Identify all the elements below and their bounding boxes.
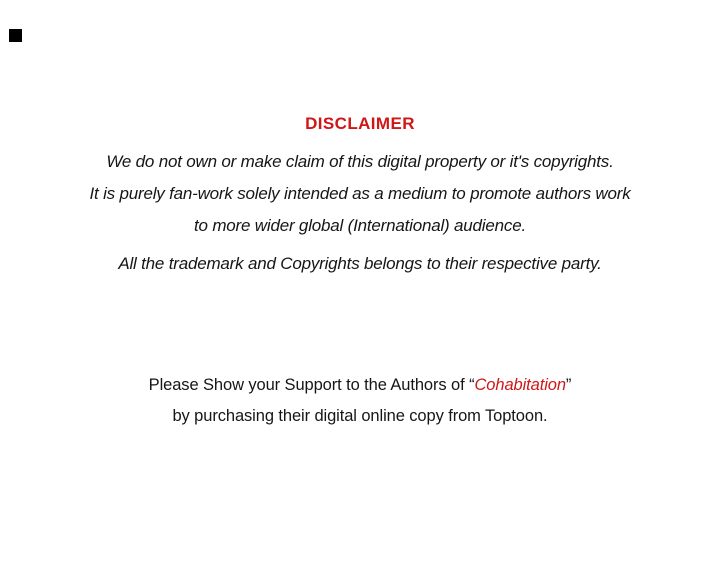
support-line-1-prefix: Please Show your Support to the Authors of “: [148, 376, 475, 394]
corner-square-mark: [9, 29, 22, 42]
work-title: Cohabitation: [474, 376, 566, 394]
rights-line: All the trademark and Copyrights belongs to their respective party.: [118, 254, 602, 273]
disclaimer-heading: DISCLAIMER: [305, 114, 415, 133]
support-note: [0, 370, 720, 432]
disclaimer-line-2: It is purely fan-work solely intended as a medium to promote authors work: [89, 184, 631, 203]
disclaimer-body: [0, 146, 720, 242]
disclaimer-line-1: We do not own or make claim of this digital property or it's copyrights.: [106, 152, 614, 171]
support-line-2: by purchasing their digital online copy from Toptoon.: [172, 407, 548, 425]
support-line-1-suffix: ”: [565, 376, 572, 394]
disclaimer-line-3: to more wider global (International) audience.: [194, 216, 526, 235]
support-line-1: [0, 370, 720, 401]
